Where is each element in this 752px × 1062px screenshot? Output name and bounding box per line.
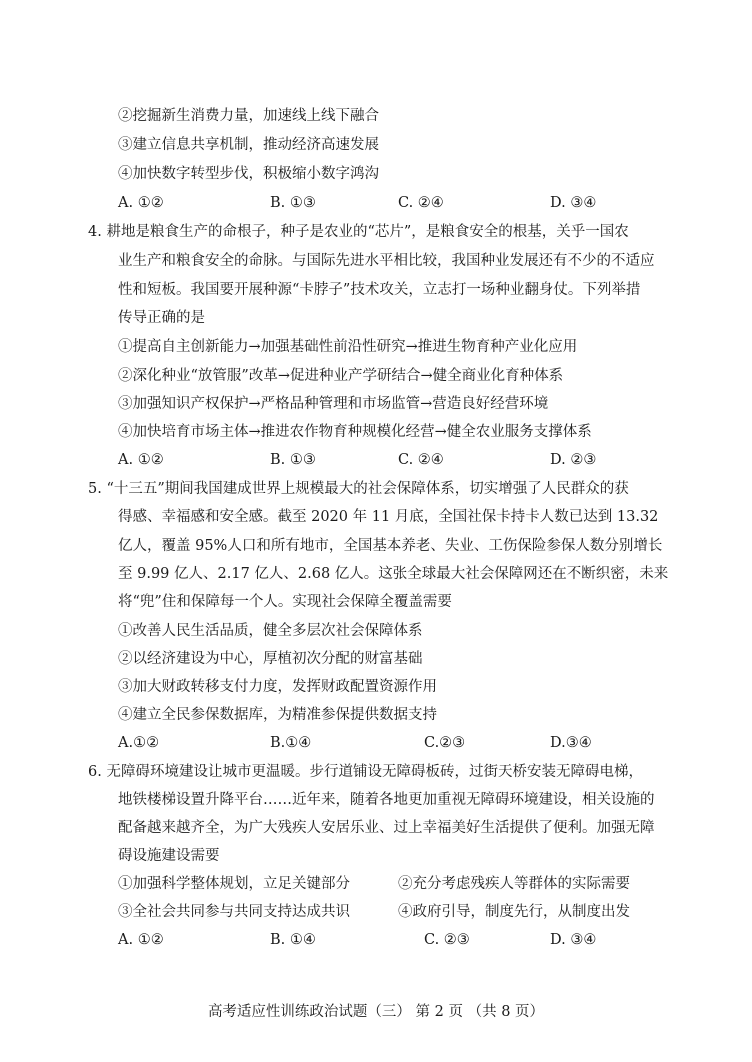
q6-item-1: ①加强科学整体规划，立足关键部分 xyxy=(118,876,350,892)
q5-stem-line-3: 亿人，覆盖 95%人口和所有地市，全国基本养老、失业、工伤保险参保人数分别增长 xyxy=(118,538,663,554)
q4-stem-line-4: 传导正确的是 xyxy=(118,310,205,326)
q3-option-c: C. ②④ xyxy=(398,195,444,211)
q6-options xyxy=(118,930,638,950)
q3-item-2: ②挖掘新生消费力量，加速线上线下融合 xyxy=(118,108,379,124)
q6-option-d: D. ③④ xyxy=(550,932,597,948)
page-footer: 高考适应性训练政治试题（三） 第 2 页 （共 8 页） xyxy=(207,1004,545,1020)
q5-stem-line-4: 至 9.99 亿人、2.17 亿人、2.68 亿人。这张全球最大社会保障网还在不断织密，未来 xyxy=(118,566,669,582)
q5-item-2: ②以经济建设为中心，厚植初次分配的财富基础 xyxy=(118,651,423,667)
q5-stem-line-2: 得感、幸福感和安全感。截至 2020 年 11 月底，全国社保卡持卡人数已达到 13.32 xyxy=(118,509,659,525)
q3-item-3: ③建立信息共享机制，推动经济高速发展 xyxy=(118,137,379,153)
q4-stem-line-1: 4. 耕地是粮食生产的命根子，种子是农业的“芯片”，是粮食安全的根基，关乎一国农 xyxy=(88,224,629,240)
q4-item-4: ④加快培育市场主体→推进农作物育种规模化经营→健全农业服务支撑体系 xyxy=(118,424,592,440)
q3-options xyxy=(118,193,638,213)
q3-option-a: A. ①② xyxy=(118,195,164,211)
q6-item-2: ②充分考虑残疾人等群体的实际需要 xyxy=(398,876,630,892)
q3-item-4: ④加快数字转型步伐，积极缩小数字鸿沟 xyxy=(118,166,379,182)
q4-option-c: C. ②④ xyxy=(398,452,444,468)
q5-option-d: D.③④ xyxy=(550,735,592,751)
q4-options xyxy=(118,450,638,470)
q4-stem-line-3: 性和短板。我国要开展种源“卡脖子”技术攻关，立志打一场种业翻身仗。下列举措 xyxy=(118,282,641,298)
q5-option-a: A.①② xyxy=(118,735,160,751)
q5-stem-line-5: 将“兜”住和保障每一个人。实现社会保障全覆盖需要 xyxy=(118,594,452,610)
q4-stem-line-2: 业生产和粮食安全的命脉。与国际先进水平相比较，我国种业发展还有不少的不适应 xyxy=(118,253,655,269)
q4-item-3: ③加强知识产权保护→严格品种管理和市场监管→营造良好经营环境 xyxy=(118,396,549,412)
q4-item-1: ①提高自主创新能力→加强基础性前沿性研究→推进生物育种产业化应用 xyxy=(118,339,578,355)
q6-stem-line-1: 6. 无障碍环境建设让城市更温暖。步行道铺设无障碍板砖，过街天桥安装无障碍电梯， xyxy=(88,764,643,780)
q6-option-c: C. ②③ xyxy=(424,932,470,948)
q5-item-3: ③加大财政转移支付力度，发挥财政配置资源作用 xyxy=(118,679,437,695)
q6-option-a: A. ①② xyxy=(118,932,164,948)
q6-stem-line-2: 地铁楼梯设置升降平台……近年来，随着各地更加重视无障碍环境建设，相关设施的 xyxy=(118,792,655,808)
q4-option-a: A. ①② xyxy=(118,452,164,468)
q6-item-4: ④政府引导，制度先行，从制度出发 xyxy=(398,904,630,920)
q6-stem-line-4: 碍设施建设需要 xyxy=(118,848,220,864)
q5-item-1: ①改善人民生活品质，健全多层次社会保障体系 xyxy=(118,623,423,639)
q3-option-d: D. ③④ xyxy=(550,195,597,211)
q5-option-b: B.①④ xyxy=(270,735,312,751)
q5-item-4: ④建立全民参保数据库，为精准参保提供数据支持 xyxy=(118,707,437,723)
q4-option-d: D. ②③ xyxy=(550,452,597,468)
q6-option-b: B. ①④ xyxy=(270,932,316,948)
q4-option-b: B. ①③ xyxy=(270,452,316,468)
q6-stem-line-3: 配备越来越齐全，为广大残疾人安居乐业、过上幸福美好生活提供了便利。加强无障 xyxy=(118,820,655,836)
q6-item-3: ③全社会共同参与共同支持达成共识 xyxy=(118,904,350,920)
q5-options xyxy=(118,733,638,753)
q3-option-b: B. ①③ xyxy=(270,195,316,211)
q5-option-c: C.②③ xyxy=(424,735,466,751)
q5-stem-line-1: 5. “十三五”期间我国建成世界上规模最大的社会保障体系，切实增强了人民群众的获 xyxy=(88,481,629,497)
q4-item-2: ②深化种业“放管服”改革→促进种业产学研结合→健全商业化育种体系 xyxy=(118,368,564,384)
